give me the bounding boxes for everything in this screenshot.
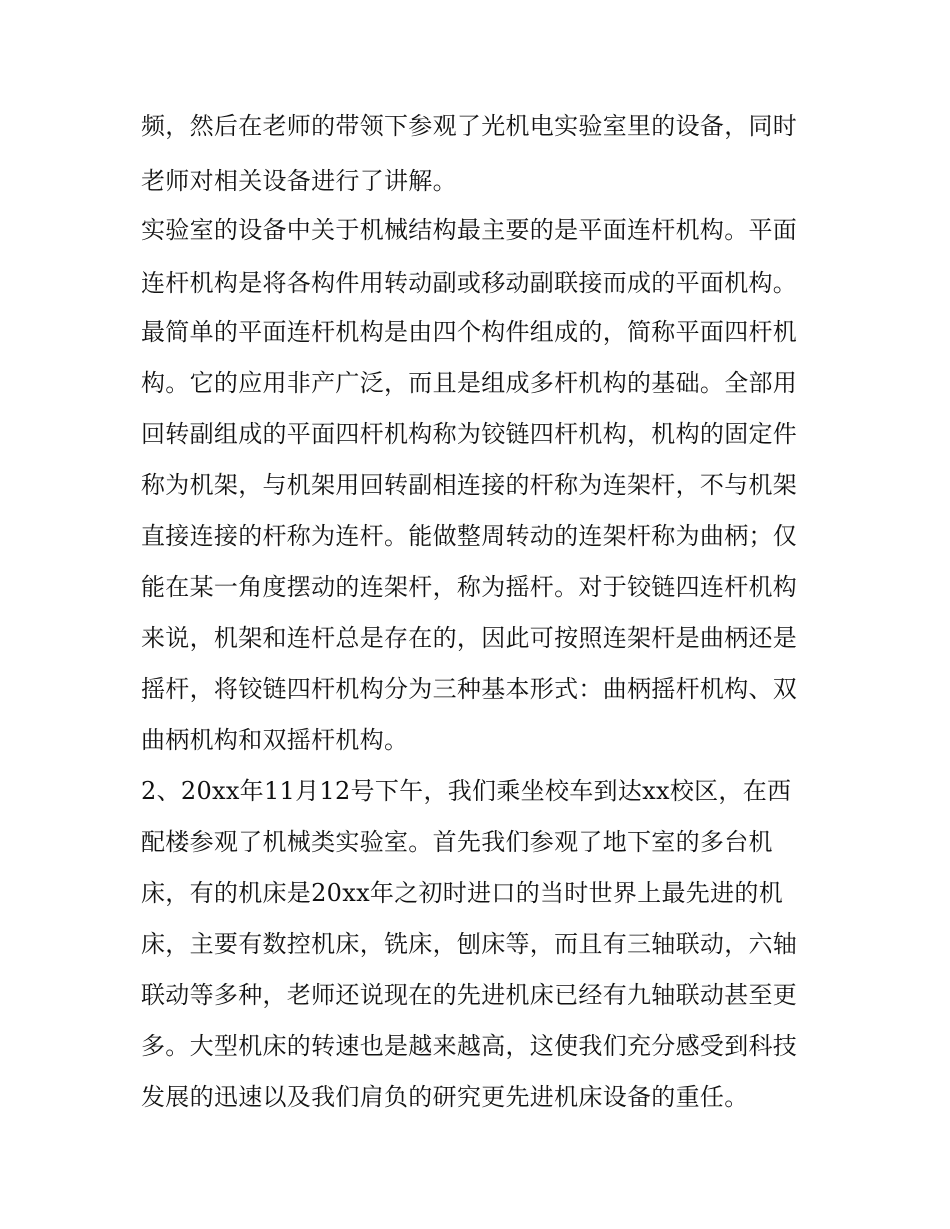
text-line: 直接连接的杆称为连杆。能做整周转动的连架杆称为曲柄；仅 bbox=[141, 522, 798, 550]
text-line: 构。它的应用非产广泛，而且是组成多杆机构的基础。全部用 bbox=[141, 369, 798, 397]
text-line: 频，然后在老师的带领下参观了光机电实验室里的设备，同时 bbox=[141, 112, 798, 140]
text-line: 配楼参观了机械类实验室。首先我们参观了地下室的多台机 bbox=[141, 828, 773, 856]
text-line: 摇杆，将铰链四杆机构分为三种基本形式：曲柄摇杆机构、双 bbox=[141, 675, 798, 703]
text-line: 老师对相关设备进行了讲解。 bbox=[141, 167, 457, 195]
text-line: 来说，机架和连杆总是存在的，因此可按照连架杆是曲柄还是 bbox=[141, 624, 798, 652]
text-line: 能在某一角度摆动的连架杆，称为摇杆。对于铰链四连杆机构 bbox=[141, 573, 798, 601]
text-line: 连杆机构是将各构件用转动副或移动副联接而成的平面机构。 bbox=[141, 269, 798, 297]
text-line: 多。大型机床的转速也是越来越高，这使我们充分感受到科技 bbox=[141, 1032, 798, 1060]
text-line: 床，主要有数控机床，铣床，刨床等，而且有三轴联动，六轴 bbox=[141, 930, 798, 958]
text-line: 曲柄机构和双摇杆机构。 bbox=[141, 726, 409, 754]
text-line: 称为机架，与机架用回转副相连接的杆称为连架杆，不与机架 bbox=[141, 471, 798, 499]
text-line: 回转副组成的平面四杆机构称为铰链四杆机构，机构的固定件 bbox=[141, 420, 798, 448]
text-line: 床，有的机床是20xx年之初时进口的当时世界上最先进的机 bbox=[141, 879, 784, 907]
paragraph-start-line: 实验室的设备中关于机械结构最主要的是平面连杆机构。平面 bbox=[141, 216, 798, 244]
text-line: 发展的迅速以及我们肩负的研究更先进机床设备的重任。 bbox=[141, 1083, 749, 1111]
text-line: 最简单的平面连杆机构是由四个构件组成的，简称平面四杆机 bbox=[141, 318, 798, 346]
paragraph-start-line: 2、20xx年11月12号下午，我们乘坐校车到达xx校区，在西 bbox=[141, 777, 792, 805]
text-line: 联动等多种，老师还说现在的先进机床已经有九轴联动甚至更 bbox=[141, 981, 798, 1009]
